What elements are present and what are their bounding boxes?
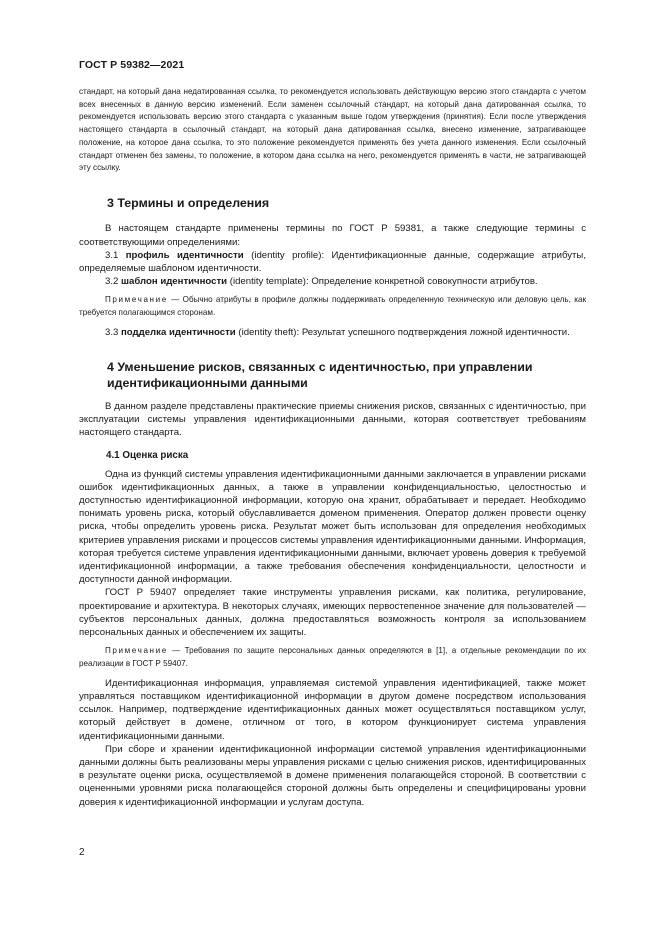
term-3-2	[79, 275, 586, 288]
document-header: ГОСТ Р 59382—2021	[79, 59, 185, 71]
term-3-1	[79, 249, 586, 275]
intro-paragraph: стандарт, на который дана недатированная ссылка, то рекомендуется использовать действующую версию этого стандарта с учетом всех внесенных в данную версию изменений. Если заменен ссылочный стандарт, на который дана датированная ссылка, то рекомендуется использовать версию этого стандарта с указанным выше годом утверждения (принятия). Если после утверждения настоящего стандарта в ссылочный стандарт, на который дана датированная ссылка, внесено изменение, затрагивающее положение, на которое дана ссылка, то это положение рекомендуется применять без учета данного изменения. Если ссылочный стандарт отменен без замены, то положение, в котором дана ссылка на него, рекомендуется применять в части, не затрагивающей эту ссылку.	[79, 87, 586, 173]
paragraph-4-1-a: Одна из функций системы управления идентификационными данными заключается в управлении рисками ошибок идентификационных данных, а также в управлении конфиденциальностью, целостностью и доступностью идентификационной информации, которую она хранит, обрабатывает и передает. Необходимо понимать уровень риска, который обуславливается доменом применения. Оператор должен провести оценку риска, чтобы определить уровень риска. Результат может быть использован для определения необходимых критериев управления рисками и процессов системы управления идентификационными данными. Информация, которая требуется системе управления идентификационными данными, включает уровень доверия к требуемой идентификационной информации, а также требования обеспечения конфиденциальности, целостности и доступности данной информации.	[79, 468, 586, 586]
note-label: Примечание	[105, 646, 168, 656]
section-4-intro: В данном разделе представлены практические приемы снижения рисков, связанных с идентичностью, при эксплуатации системы управления идентификационными данными, которая соответствует требованиям настоящего стандарта.	[79, 401, 586, 439]
page-content	[79, 86, 586, 809]
term-definition: (identity profile): Идентификационные данные, содержащие атрибуты, определяемые шаблоном идентичности.	[79, 249, 586, 275]
section-4-note	[79, 645, 586, 670]
term-3-3	[79, 326, 586, 339]
term-number: 3.1	[105, 249, 126, 261]
note-text: — Требования по защите персональных данных определяются в [1], а отдельные рекомендации по их реализации в ГОСТ Р 59407.	[79, 646, 586, 668]
page-number: 2	[79, 847, 85, 858]
term-title: профиль идентичности	[125, 249, 244, 261]
term-title: подделка идентичности	[121, 326, 236, 338]
term-number: 3.2	[105, 276, 122, 288]
paragraph-4-1-d: При сборе и хранении идентификационной информации системой управления идентификационными данными должны быть реализованы меры управления рисками с целью снижения рисков, идентифицированных в результате оценки риска, осуществляемой в домене применения полагающейся стороной. В соответствии с оцененными уровнями риска полагающейся стороной должны быть определены и специфицированы уровни доверия к идентификационной информации и услугам доступа.	[79, 743, 586, 808]
note-text: — Обычно атрибуты в профиле должны поддерживать определенную техническую или деловую цель, как требуется полагающимся сторонам.	[79, 295, 586, 318]
term-definition: (identity template): Определение конкретной совокупности атрибутов.	[227, 276, 538, 288]
section-3-heading: 3 Термины и определения	[107, 195, 270, 210]
section-3-note	[79, 294, 586, 319]
paragraph-4-1-c: Идентификационная информация, управляемая системой управления идентификацией, также может управляться поставщиком идентификационной информации в другом домене посредством использования ссылок. Например, подтверждение идентификационных данных может осуществляться поставщиком услуг, который действует в домене, отличном от того, в котором функционирует система управления идентификационными данными.	[79, 677, 586, 742]
term-number: 3.3	[105, 326, 122, 338]
term-title: шаблон идентичности	[121, 276, 228, 288]
note-label: Примечание	[105, 295, 168, 305]
section-3-intro: В настоящем стандарте применены термины по ГОСТ Р 59381, а также следующие термины с соответствующими определениями:	[79, 223, 586, 248]
paragraph-4-1-b: ГОСТ Р 59407 определяет такие инструменты управления рисками, как политика, регулирование, проектирование и архитектура. В некоторых случаях, имеющих первостепенное значение для пользователей — субъектов персональных данных, должна предоставляться возможность контроля за использованием персональных данных и обеспечением их защиты.	[79, 587, 586, 639]
section-4-1-heading: 4.1 Оценка риска	[106, 449, 189, 461]
term-definition: (identity theft): Результат успешного подтверждения ложной идентичности.	[235, 326, 570, 338]
section-4-heading: 4 Уменьшение рисков, связанных с идентичностью, при управлении идентификационными данными	[107, 360, 533, 390]
